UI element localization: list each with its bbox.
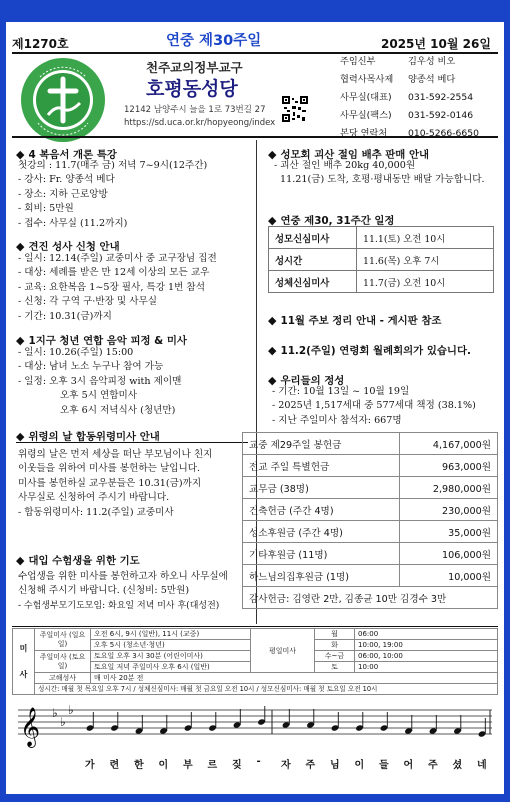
hymn-lyrics bbox=[12, 756, 498, 770]
offerings-table bbox=[242, 432, 498, 609]
treble-clef-icon: 𝄞 bbox=[20, 707, 41, 747]
diocese-name: 천주교의정부교구 bbox=[146, 60, 243, 75]
parish-address: 12142 남양주시 늘을 1로 73번길 27 bbox=[124, 105, 266, 115]
staff-value: 양종석 베다 bbox=[408, 74, 456, 85]
staff-role: 사무실(대표) bbox=[340, 92, 392, 103]
lyric-syllable: 짖 bbox=[232, 760, 242, 771]
section-kimchi-title: ◆ 성모회 괴산 절임 배추 판매 안내 bbox=[268, 148, 430, 161]
section-gospel-title: ◆ 4 복음서 개론 특강 bbox=[16, 148, 117, 161]
lyric-syllable: 주 bbox=[428, 760, 438, 771]
notice-bulletin: ◆ 11월 주보 정리 안내 - 게시판 참조 bbox=[268, 314, 442, 327]
lyric-syllable: 님 bbox=[330, 760, 340, 771]
liturgical-title: 연중 제30주일 bbox=[166, 33, 262, 49]
flat-sign-icon: ♭ bbox=[60, 715, 66, 729]
flat-sign-icon: ♭ bbox=[68, 703, 74, 717]
lyric-syllable: 주 bbox=[305, 760, 316, 771]
table-row: 고해성사 매 미사 20분 전 bbox=[13, 673, 498, 684]
sunday-mass-label: 주일미사 (일요일) bbox=[35, 629, 91, 651]
lyric-syllable: 이 bbox=[158, 760, 169, 771]
table-row: 성체신심미사 11.7(금) 오전 10시 bbox=[269, 271, 494, 293]
section-confirmation-title: ◆ 견진 성사 신청 안내 bbox=[16, 240, 120, 253]
table-row: 성모신심미사 11.1(토) 오전 10시 bbox=[269, 227, 494, 249]
lyric-syllable: 이 bbox=[354, 760, 365, 771]
section-confirmation-body: - 일시: 12.14(주일) 교중미사 중 교구장님 집전 - 대상: 세례를 받은 만 12세 이상의 모든 교우 - 교육: 요한복음 1~5장 필사, 특강 1번 참석 - 신청: 각 구역 구·반장 및 사무실 - 기간: 10.31(금)까지 bbox=[18, 253, 217, 322]
table-row: 건축헌금 (주간 4명) 230,000원 bbox=[243, 499, 498, 521]
table-row: 교중 제29주일 봉헌금 4,167,000원 bbox=[243, 433, 498, 455]
issue-number: 제1270호 bbox=[12, 37, 69, 51]
mass-times-table bbox=[12, 628, 498, 695]
table-row: 교무금 (38명) 2,980,000원 bbox=[243, 477, 498, 499]
table-row: 오후 5시 (청소년·청년) 화 10:00, 19:00 bbox=[13, 640, 498, 651]
parish-name: 호평동성당 bbox=[146, 78, 238, 100]
section-exam-title: ◆ 대입 수험생을 위한 기도 bbox=[16, 554, 140, 567]
staff-role: 사무실(팩스) bbox=[340, 110, 392, 121]
section-kimchi-body: - 괴산 절인 배추 20kg 40,000원 11.21(금) 도착, 호평·평내동만 배달 가능합니다. bbox=[274, 160, 485, 186]
lyric-syllable: - bbox=[256, 756, 261, 767]
section-gospel-body: 첫강의 : 11.7(매주 금) 저녁 7~9시(12주간) - 강사: Fr. 양종석 베다 - 장소: 지하 근로앙방 - 회비: 5만원 - 접수: 사무실 (11.2까지) bbox=[18, 160, 208, 229]
flat-sign-icon: ♭ bbox=[52, 706, 58, 720]
lyric-syllable: 어 bbox=[403, 760, 414, 771]
lyric-syllable: 부 bbox=[183, 760, 193, 771]
table-row: 전교 주일 특별헌금 963,000원 bbox=[243, 455, 498, 477]
lyric-syllable: 련 bbox=[109, 760, 120, 771]
section-stats-title: ◆ 우리들의 정성 bbox=[268, 374, 345, 387]
lyric-syllable: 가 bbox=[85, 760, 95, 771]
memorial-rule bbox=[16, 442, 248, 443]
lyric-syllable: 자 bbox=[281, 760, 291, 771]
section-memorial-title: ◆ 위령의 날 합동위령미사 안내 bbox=[16, 430, 160, 443]
saturday-mass-label: 주일미사 (토요일) bbox=[35, 651, 91, 673]
lyric-syllable: 들 bbox=[379, 760, 389, 771]
table-row: 기타후원금 (11명) 106,000원 bbox=[243, 543, 498, 565]
table-row: 미 사 주일미사 (일요일) 오전 6시, 9시 (일반), 11시 (교중) 평일미사 월 06:00 bbox=[13, 629, 498, 640]
staff-value: 김우성 비오 bbox=[408, 56, 456, 67]
table-row: 토요일 저녁 주일미사 오후 6시 (일반) 토 10:00 bbox=[13, 662, 498, 673]
lyric-syllable: 네 bbox=[477, 760, 487, 771]
table-row: 주일미사 (토요일) 토요일 오후 3시 30분 (어린이미사) 수~금 06:00, 10:00 bbox=[13, 651, 498, 662]
hymn-score bbox=[12, 700, 498, 752]
mass-side-label: 사 bbox=[19, 669, 28, 679]
mass-side-label: 미 bbox=[19, 643, 28, 653]
section-memorial-body: 위령의 날은 먼저 세상을 떠난 부모님이나 친지 이웃들을 위하여 미사를 봉헌하는 날입니다. 미사를 봉헌하실 교우분들은 10.31(금)까지 사무실로 신청하여 주시기 바랍니다. - 합동위령미사: 11.2(주일) 교중미사 bbox=[18, 449, 213, 518]
section-stats-body: - 기간: 10월 13일 ~ 10월 19일 - 2025년 1,517세대 중 577세대 책정 (38.1%) - 지난 주일미사 참석자: 667명 bbox=[272, 386, 476, 426]
table-row: 감사헌금: 김영란 2만, 김종균 10만 김경수 3만 bbox=[243, 587, 498, 609]
section-youth-title: ◆ 1지구 청년 연합 음악 피정 & 미사 bbox=[16, 334, 187, 347]
staff-role: 주임신부 bbox=[340, 56, 376, 67]
table-row: 하느님의집후원금 (1명) 10,000원 bbox=[243, 565, 498, 587]
staff-role: 협력사목사제 bbox=[340, 74, 394, 85]
masthead-rule bbox=[12, 136, 498, 138]
schedule-table bbox=[268, 226, 494, 293]
header-rule bbox=[12, 52, 498, 54]
lyric-syllable: 한 bbox=[134, 760, 144, 771]
staff-role: 본당 연락처 bbox=[340, 128, 388, 139]
parish-logo bbox=[20, 57, 106, 143]
table-row: 성시간 11.6(목) 오후 7시 bbox=[269, 249, 494, 271]
section-schedule-title: ◆ 연중 제30, 31주간 일정 bbox=[268, 214, 395, 227]
lyric-syllable: 르 bbox=[207, 760, 218, 771]
qr-code bbox=[282, 96, 308, 122]
staff-value: 010-5266-6650 bbox=[408, 128, 479, 139]
parish-url[interactable]: https://sd.uca.or.kr/hopyeong/index bbox=[124, 118, 276, 128]
section-youth-body: - 일시: 10.26(주일) 15:00 - 대상: 남녀 노소 누구나 참여 가능 - 일정: 오후 3시 음악피정 with 제이맨 오후 5시 연합미사 오후 6시 저녁식사 (청년만) bbox=[18, 347, 182, 416]
weekday-mass-label: 평일미사 bbox=[251, 629, 315, 673]
section-exam-body: 수업생을 위한 미사를 봉헌하고자 하오니 사무실에 신청해 주시기 바랍니다. (신청비: 5만원) - 수험생부모기도모임: 화요일 저녁 미사 후(대성전) bbox=[18, 571, 228, 611]
staff-value: 031-592-2554 bbox=[408, 92, 474, 103]
bulletin-page bbox=[6, 22, 504, 794]
table-row: 성소후원금 (주간 4명) 35,000원 bbox=[243, 521, 498, 543]
lyric-syllable: 셨 bbox=[452, 760, 463, 771]
mass-table-rule bbox=[12, 626, 498, 627]
issue-date: 2025년 10월 26일 bbox=[381, 37, 491, 51]
table-row: 성시간: 매월 첫 목요일 오후 7시 / 성체신심미사: 매월 첫 금요일 오전 10시 / 성모신심미사: 매월 첫 토요일 오전 10시 bbox=[13, 684, 498, 695]
staff-value: 031-592-0146 bbox=[408, 110, 474, 121]
notice-meeting: ◆ 11.2(주일) 연령회 월례회의가 있습니다. bbox=[268, 344, 471, 357]
